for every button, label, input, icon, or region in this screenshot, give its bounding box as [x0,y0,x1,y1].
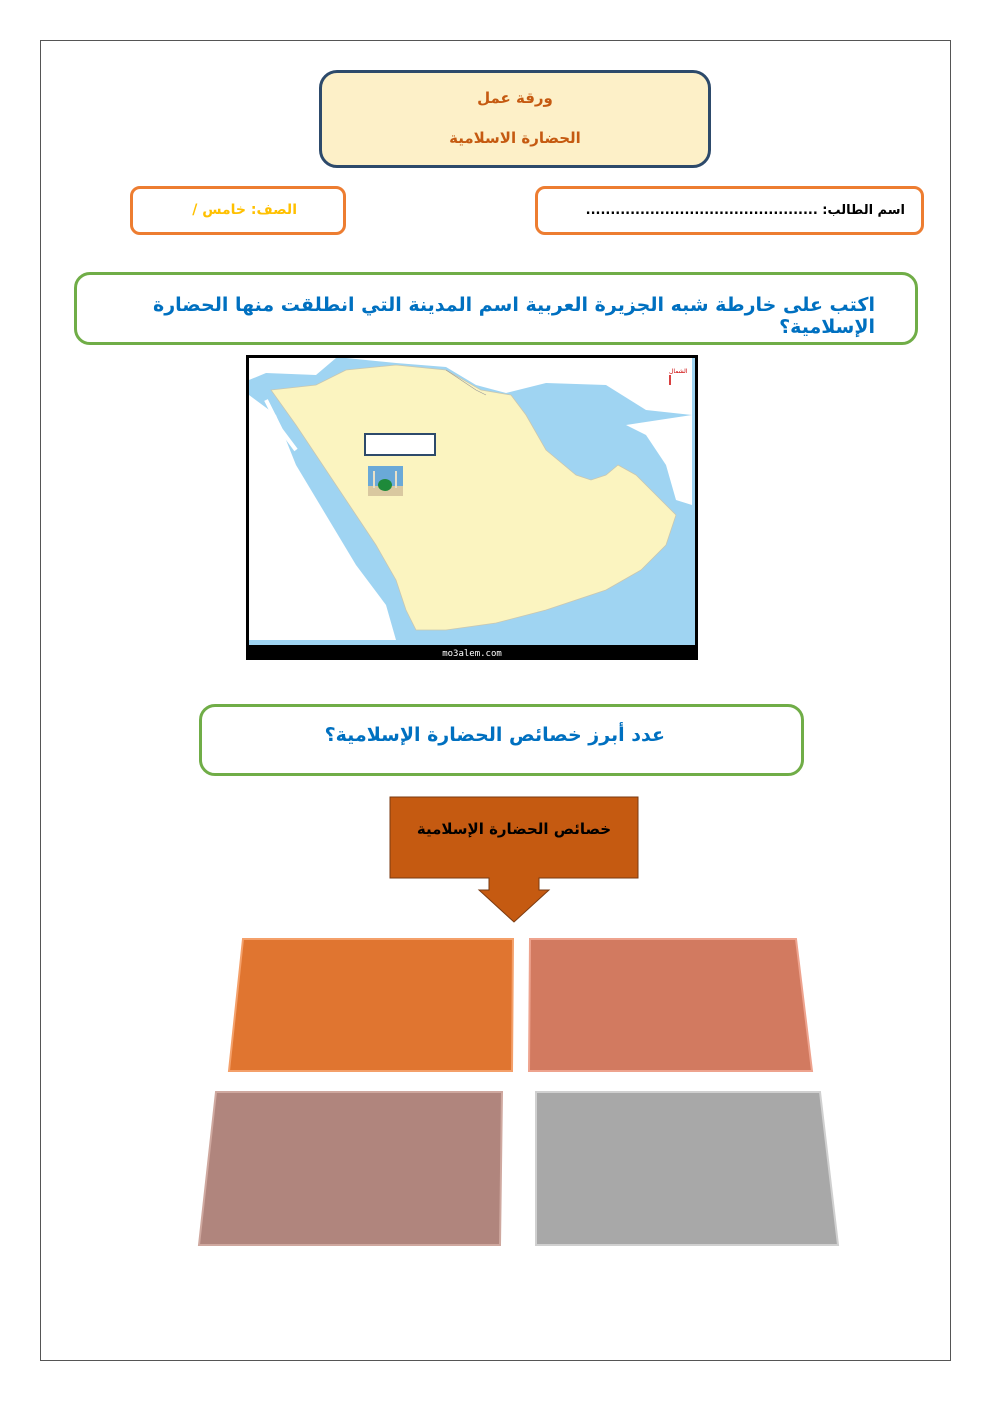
prophets-mosque-icon [368,466,403,496]
arabian-peninsula-map [246,355,698,660]
characteristic-box-3[interactable] [199,1092,502,1245]
student-name-field[interactable] [535,186,924,235]
worksheet-title-box [319,70,711,168]
characteristic-box-4[interactable] [536,1092,838,1245]
characteristics-callout [389,796,639,941]
question-1-text: اكتب على خارطة شبه الجزيرة العربية اسم المدينة التي انطلقت منها الحضارة الإسلامية؟ [153,294,875,338]
bottom-boxes [196,1090,844,1248]
grade-label: الصف: خامس / [192,202,297,218]
question-2-text: عدد أبرز خصائص الحضارة الإسلامية؟ [324,724,665,746]
worksheet-title: ورقة عمل [477,89,553,107]
characteristic-box-2[interactable] [529,939,812,1071]
question-2-box [199,704,804,776]
map-credit: mo3alem.com [442,649,502,659]
city-name-blank[interactable] [364,433,436,456]
top-boxes [226,937,814,1073]
map-drawing [246,355,698,660]
worksheet-subtitle: الحضارة الاسلامية [449,129,581,147]
question-1-box [74,272,918,345]
student-name-label: اسم الطالب: ............................................... [585,203,905,218]
characteristic-box-1[interactable] [229,939,513,1071]
svg-text:الشمال: الشمال [669,368,688,375]
grade-field[interactable] [130,186,346,235]
callout-label: خصائص الحضارة الإسلامية [416,820,612,838]
